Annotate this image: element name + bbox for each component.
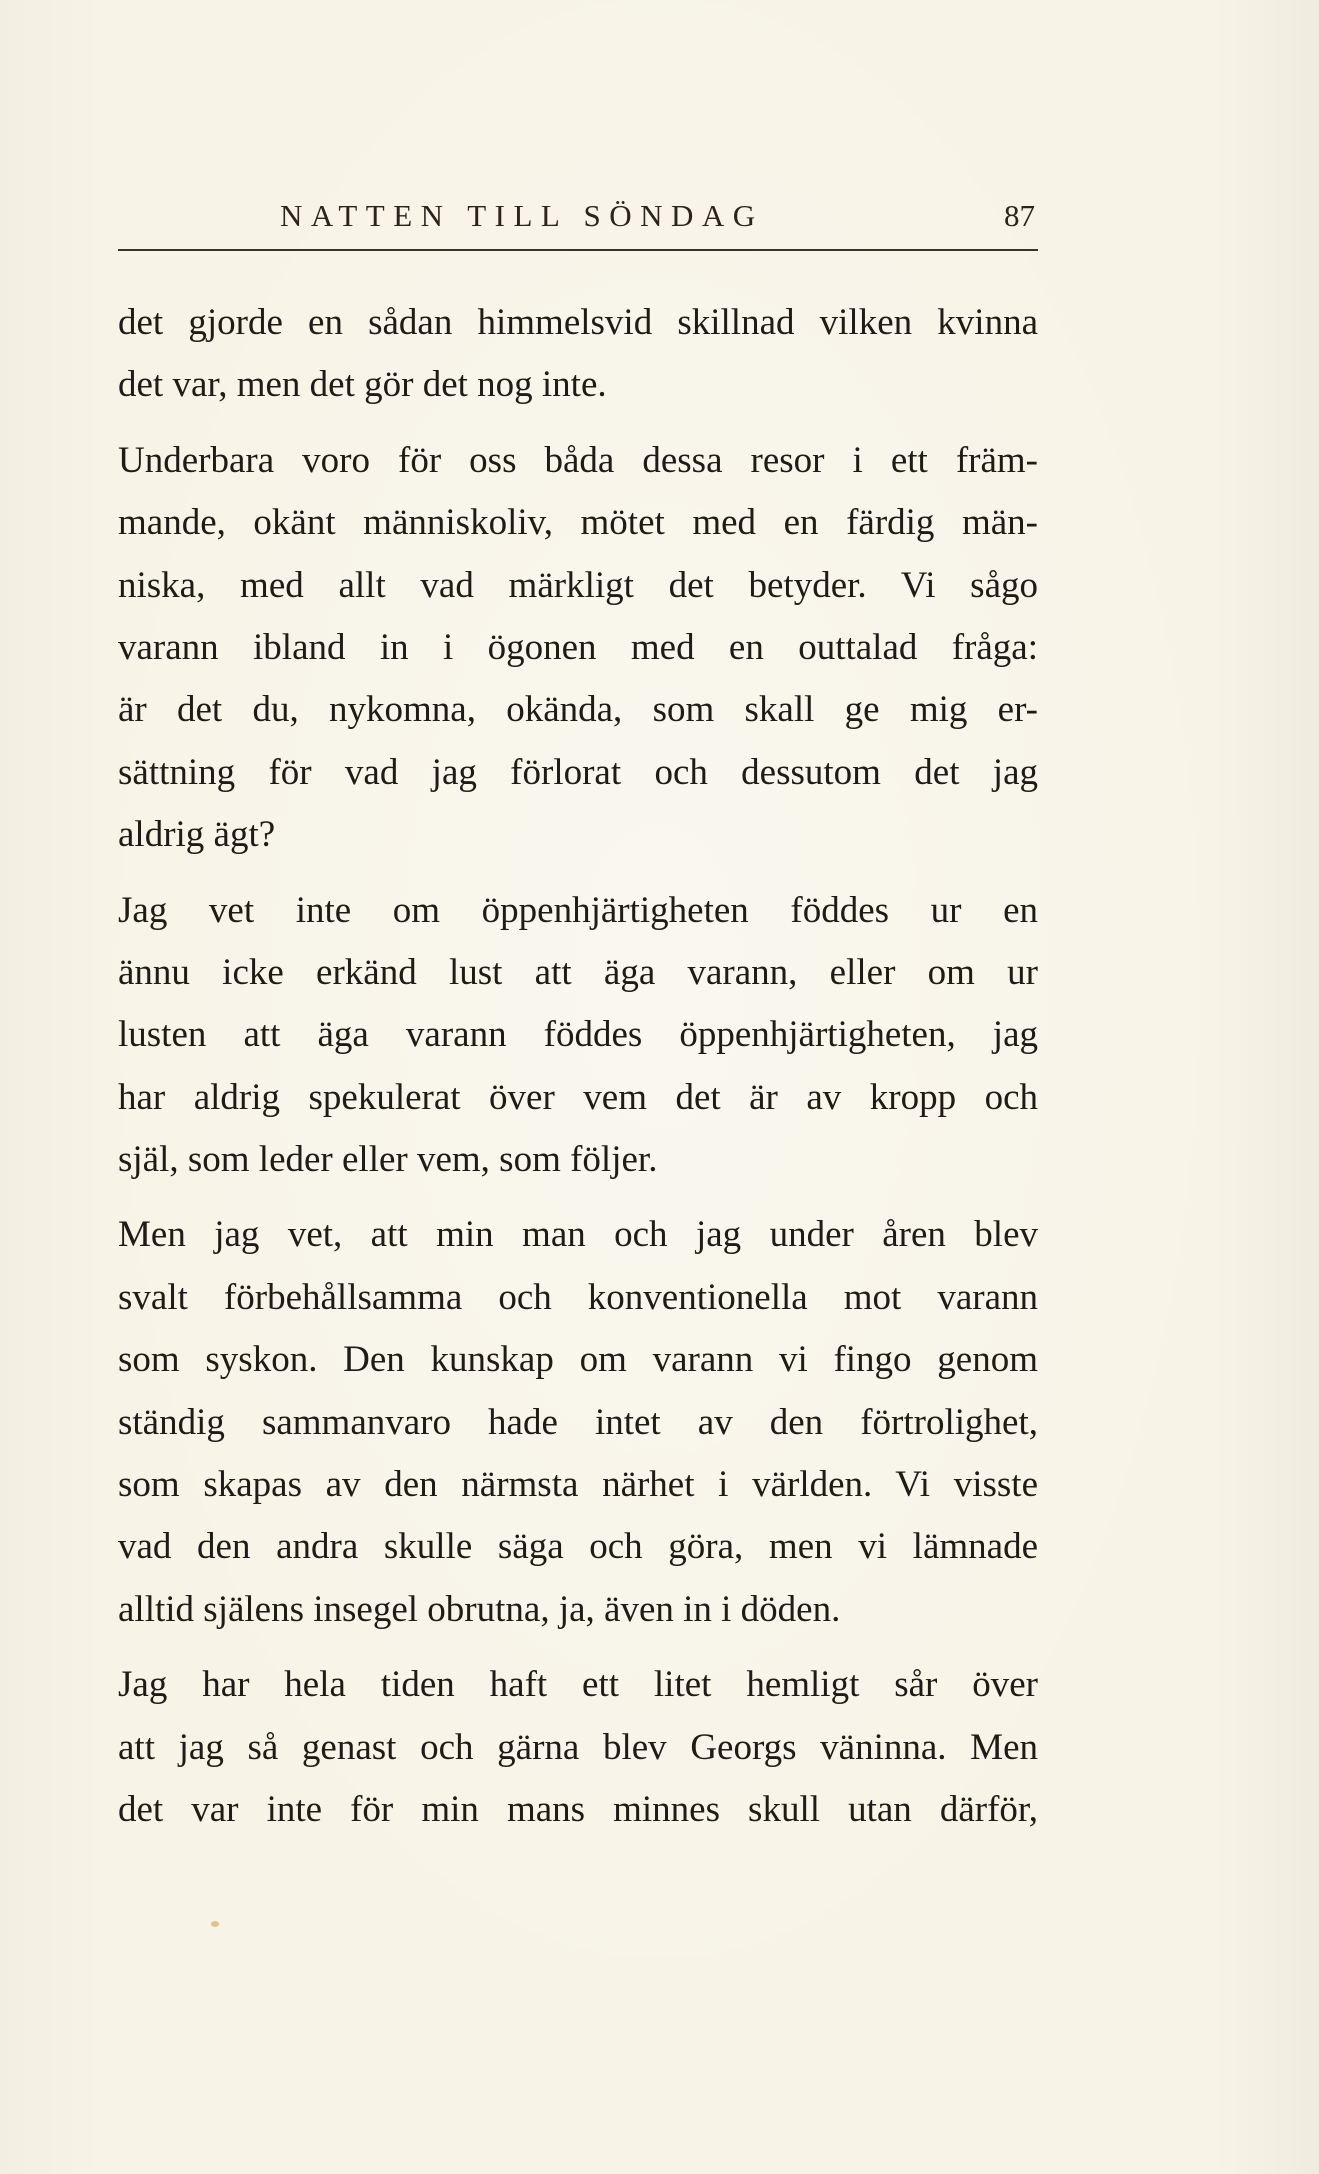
text-line: Underbara voro för oss båda dessa resor i ett främ- [118, 439, 1038, 481]
text-line: aldrig ägt? [118, 814, 276, 856]
paragraph-4 [118, 1204, 1038, 1641]
text-line: sättning för vad jag förlorat och dessutom det jag [118, 751, 1038, 793]
text-line: ännu icke erkänd lust att äga varann, eller om ur [118, 951, 1038, 993]
text-line: Men jag vet, att min man och jag under åren blev [118, 1214, 1038, 1256]
text-line: som syskon. Den kunskap om varann vi fingo genom [118, 1339, 1038, 1381]
paragraph-3 [118, 880, 1038, 1192]
text-line: själ, som leder eller vem, som följer. [118, 1139, 658, 1181]
paragraph-2 [118, 430, 1038, 867]
page-number: 87 [1004, 198, 1035, 233]
paragraph-spacer [118, 1191, 1038, 1204]
text-line: det var, men det gör det nog inte. [118, 364, 607, 406]
text-line: svalt förbehållsamma och konventionella mot varann [118, 1276, 1038, 1318]
text-line: alltid själens insegel obrutna, ja, även in i döden. [118, 1588, 841, 1630]
text-line: att jag så genast och gärna blev Georgs väninna. Men [118, 1726, 1038, 1768]
text-line: lusten att äga varann föddes öppenhjärtigheten, jag [118, 1014, 1038, 1056]
paragraph-spacer [118, 417, 1038, 430]
text-line: mande, okänt människoliv, mötet med en färdig män- [118, 502, 1038, 544]
body-text [118, 292, 1038, 1841]
text-line: som skapas av den närmsta närhet i världen. Vi visste [118, 1464, 1038, 1506]
text-line: har aldrig spekulerat över vem det är av kropp och [118, 1076, 1038, 1118]
text-line: är det du, nykomna, okända, som skall ge mig er- [118, 689, 1038, 731]
text-line: Jag vet inte om öppenhjärtigheten föddes ur en [118, 889, 1038, 931]
running-head [114, 196, 1035, 240]
paragraph-spacer [118, 1641, 1038, 1654]
paragraph-5 [118, 1654, 1038, 1841]
text-line: det var inte för min mans minnes skull utan därför, [118, 1788, 1038, 1830]
paper-stain [211, 1921, 219, 1927]
running-title: NATTEN TILL SÖNDAG [280, 198, 764, 233]
text-line: ständig sammanvaro hade intet av den förtrolighet, [118, 1401, 1038, 1443]
paragraph-spacer [118, 867, 1038, 880]
text-line: Jag har hela tiden haft ett litet hemligt sår över [118, 1664, 1038, 1706]
text-line: varann ibland in i ögonen med en outtalad fråga: [118, 626, 1038, 668]
text-line: vad den andra skulle säga och göra, men vi lämnade [118, 1526, 1038, 1568]
text-line: det gjorde en sådan himmelsvid skillnad vilken kvinna [118, 302, 1038, 343]
header-rule [118, 249, 1038, 251]
paragraph-1 [118, 292, 1038, 417]
text-line: niska, med allt vad märkligt det betyder. Vi sågo [118, 564, 1038, 606]
